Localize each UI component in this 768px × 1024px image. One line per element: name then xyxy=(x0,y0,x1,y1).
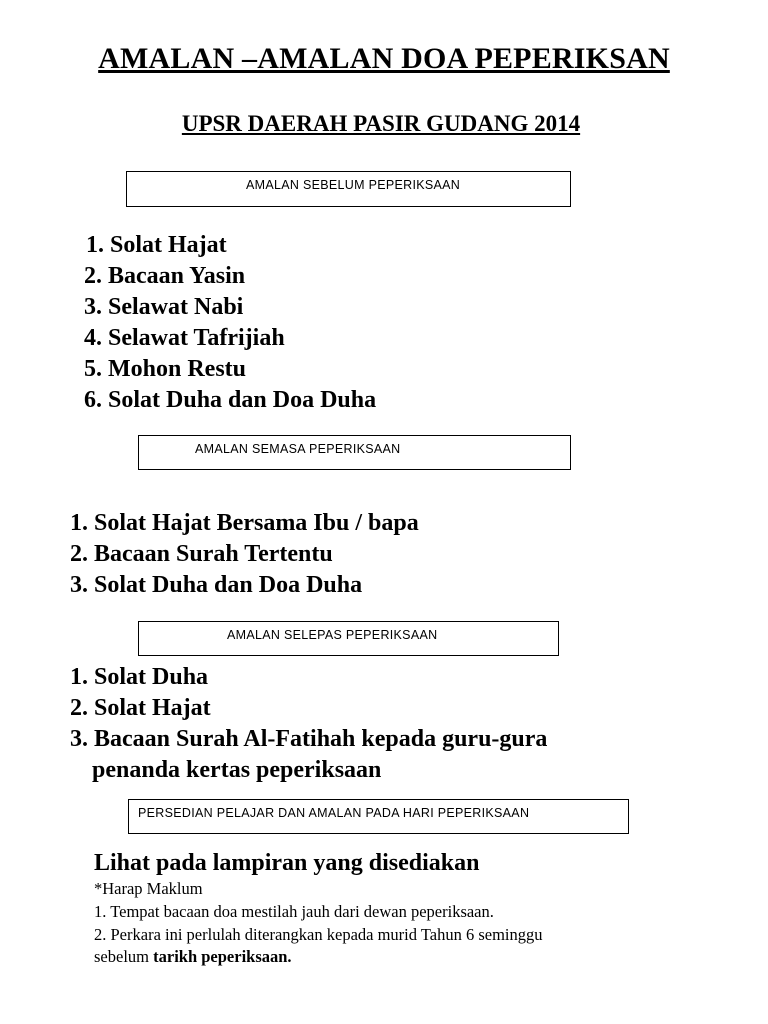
note-line-1: 1. Tempat bacaan doa mestilah jauh dari dewan peperiksaan. xyxy=(94,902,494,921)
section-heading-semasa-label: AMALAN SEMASA PEPERIKSAAN xyxy=(195,442,401,456)
list-item: 3. Selawat Nabi xyxy=(84,294,244,320)
list-item: 3. Bacaan Surah Al-Fatihah kepada guru-gura xyxy=(70,726,548,752)
list-item: 2. Bacaan Surah Tertentu xyxy=(70,541,333,567)
list-selepas xyxy=(70,662,547,786)
list-item: 6. Solat Duha dan Doa Duha xyxy=(84,387,377,413)
section-heading-selepas xyxy=(138,621,559,656)
list-item: 5. Mohon Restu xyxy=(84,356,247,382)
list-sebelum xyxy=(84,230,376,416)
note-line-2: 2. Perkara ini perlulah diterangkan kepada murid Tahun 6 seminggu xyxy=(94,925,543,944)
note-line-3-bold: tarikh peperiksaan. xyxy=(153,947,292,966)
section-heading-persediaan xyxy=(128,799,629,834)
section-heading-persediaan-label: PERSEDIAN PELAJAR DAN AMALAN PADA HARI PEPERIKSAAN xyxy=(138,806,530,820)
section-heading-semasa xyxy=(138,435,571,470)
list-item: 2. Solat Hajat xyxy=(70,695,211,721)
list-item-continuation: penanda kertas peperiksaan xyxy=(92,757,382,783)
lihat-lampiran-text: Lihat pada lampiran yang disediakan xyxy=(94,850,480,876)
note-line-3-plain: sebelum xyxy=(94,947,154,966)
note-header: *Harap Maklum xyxy=(94,879,203,898)
list-item: 3. Solat Duha dan Doa Duha xyxy=(70,572,363,598)
section-heading-sebelum-label: AMALAN SEBELUM PEPERIKSAAN xyxy=(246,178,461,192)
list-semasa xyxy=(70,508,419,601)
list-item: 2. Bacaan Yasin xyxy=(84,263,246,289)
list-item: 4. Selawat Tafrijiah xyxy=(84,325,285,351)
note-line-3 xyxy=(94,945,292,968)
section-heading-sebelum xyxy=(126,171,571,207)
page-subtitle: UPSR DAERAH PASIR GUDANG 2014 xyxy=(181,111,581,136)
list-item: 1. Solat Hajat Bersama Ibu / bapa xyxy=(70,510,419,536)
list-item: 1. Solat Hajat xyxy=(86,232,227,258)
list-item: 1. Solat Duha xyxy=(70,664,209,690)
page-title: AMALAN –AMALAN DOA PEPERIKSAN xyxy=(98,42,670,75)
section-heading-selepas-label: AMALAN SELEPAS PEPERIKSAAN xyxy=(227,628,438,642)
